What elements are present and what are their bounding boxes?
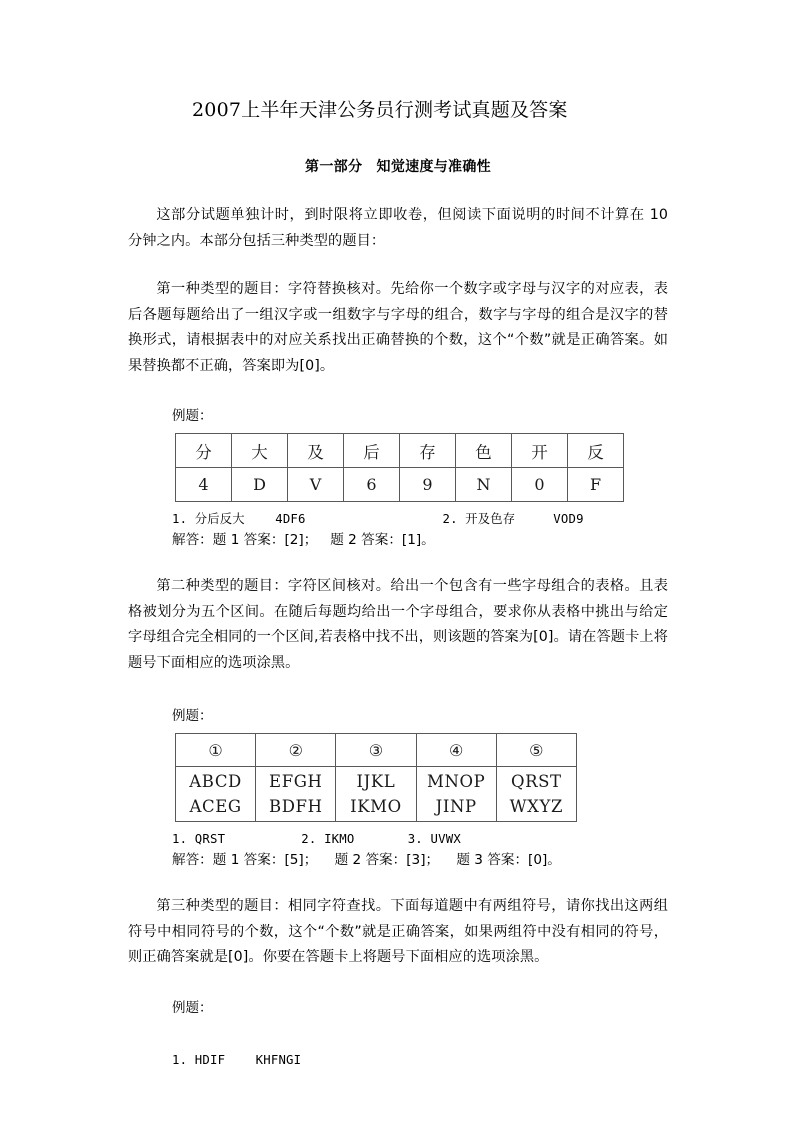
type3-example-label: 例题： — [172, 999, 213, 1016]
table-header-cell: ③ — [336, 734, 416, 767]
table-cell-letters — [416, 767, 496, 822]
table-cell-character: 色 — [456, 434, 512, 468]
character-interval-table — [175, 733, 577, 822]
type1-paragraph: 第一种类型的题目：字符替换核对。先给你一个数字或字母与汉字的对应表，表后各题每题给出了一组汉字或一组数字与字母的组合，数字与字母的组合是汉字的替换形式，请根据表中的对应关系找出正确替换的个数，这个“个数”就是正确答案。如果替换都不正确，答案即为[0]。 — [128, 281, 668, 374]
table-cell-character: 开 — [512, 434, 568, 468]
table-cell-code: V — [288, 468, 344, 502]
table-cell-character: 后 — [344, 434, 400, 468]
table-header-cell: ④ — [416, 734, 496, 767]
table-cell-character: 存 — [400, 434, 456, 468]
table-cell-letters — [336, 767, 416, 822]
table-cell-character: 及 — [288, 434, 344, 468]
letters-bottom: JINP — [435, 797, 477, 816]
page-title: 2007上半年天津公务员行测考试真题及答案 — [192, 99, 568, 121]
type2-example-block — [128, 705, 668, 871]
letters-top: IJKL — [356, 772, 396, 791]
table-cell-code: 6 — [344, 468, 400, 502]
table-header-cell: ⑤ — [496, 734, 576, 767]
section-title: 第一部分 知觉速度与准确性 — [305, 159, 491, 175]
document-content — [128, 96, 668, 1070]
type3-paragraph: 第三种类型的题目：相同字符查找。下面每道题中有两组符号，请你找出这两组符号中相同符号的个数，这个“个数”就是正确答案，如果两组符中没有相同的符号，则正确答案就是[0]。你要在答题卡上将题号下面相应的选项涂黑。 — [128, 898, 668, 965]
table-row — [176, 434, 624, 468]
type2-question-line: 1. QRST 2. IKMO 3. UVWX — [172, 832, 461, 846]
type2-paragraph: 第二种类型的题目：字符区间核对。给出一个包含有一些字母组合的表格。且表格被划分为五个区间。在随后每题均给出一个字母组合，要求你从表格中挑出与给定字母组合完全相同的一个区间,若表格中找不出，则该题的答案为[0]。请在答题卡上将题号下面相应的选项涂黑。 — [128, 578, 668, 671]
type3-example-block — [128, 997, 668, 1070]
table-cell-code: 0 — [512, 468, 568, 502]
table-cell-character: 分 — [176, 434, 232, 468]
type2-example-label: 例题： — [172, 708, 213, 724]
table-row — [176, 734, 577, 767]
letters-top: MNOP — [426, 772, 486, 791]
type1-example-block — [128, 405, 668, 551]
table-cell-code: N — [456, 468, 512, 502]
type3-question-line: 1. HDIF KHFNGI — [172, 1052, 302, 1067]
table-cell-code: F — [568, 468, 624, 502]
type2-answer-line: 解答：题 1 答案：[5]； 题 2 答案：[3]； 题 3 答案：[0]。 — [172, 852, 561, 868]
letters-top: EFGH — [269, 772, 323, 791]
table-cell-letters — [176, 767, 256, 822]
letters-top: QRST — [511, 772, 562, 791]
letters-bottom: IKMO — [350, 797, 402, 816]
intro-paragraph: 这部分试题单独计时，到时限将立即收卷，但阅读下面说明的时间不计算在 10 分钟之内。本部分包括三种类型的题目： — [128, 207, 668, 249]
table-cell-code: 9 — [400, 468, 456, 502]
letters-bottom: WXYZ — [509, 797, 564, 816]
table-cell-character: 大 — [232, 434, 288, 468]
table-cell-code: D — [232, 468, 288, 502]
table-cell-code: 4 — [176, 468, 232, 502]
table-header-cell: ② — [256, 734, 336, 767]
type1-question-line: 1. 分后反大 4DF6 2. 开及色存 VOD9 — [172, 512, 584, 526]
letters-bottom: ACEG — [189, 797, 242, 816]
table-cell-character: 反 — [568, 434, 624, 468]
type1-example-label: 例题： — [172, 408, 213, 424]
letters-bottom: BDFH — [268, 797, 323, 816]
letters-top: ABCD — [189, 772, 242, 791]
table-header-cell: ① — [176, 734, 256, 767]
table-cell-letters — [256, 767, 336, 822]
table-row — [176, 767, 577, 822]
character-substitution-table — [175, 433, 624, 502]
table-cell-letters — [496, 767, 576, 822]
type1-answer-line: 解答：题 1 答案：[2]； 题 2 答案：[1]。 — [172, 532, 435, 548]
table-row — [176, 468, 624, 502]
